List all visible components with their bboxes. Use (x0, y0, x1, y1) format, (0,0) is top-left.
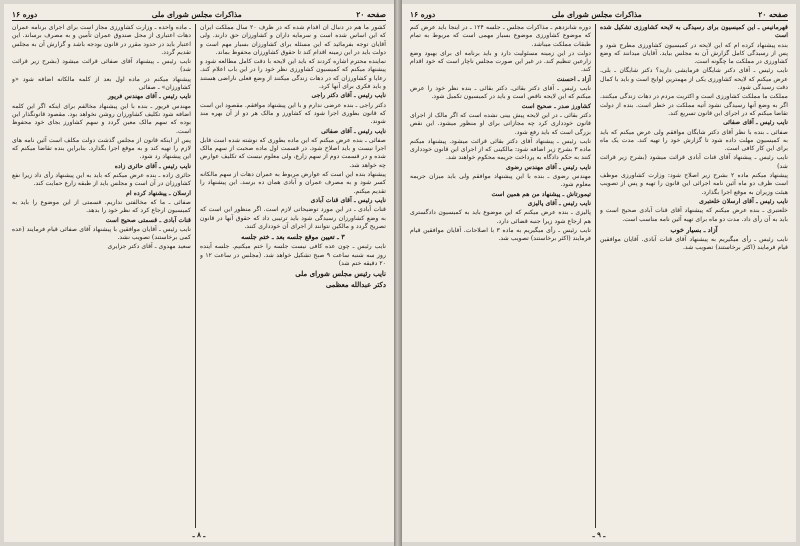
paragraph: دکتر راجی ـ بنده عرضی ندارم و با این پیشنهاد موافقم. مقصود این است که قانون بطوری اجرا شود که کشاورز و مالک هر دو از آن بهره مند شوند. (200, 101, 386, 126)
left-page-left-column (12, 24, 191, 528)
paragraph: مهندس فریور ـ بنده با این پیشنهاد مخالفم برای اینکه اگر این کلمه اضافه شود تکلیف کشاورزان روشن نخواهد بود. مقصود قانونگذار این بوده که سهم مالک معین گردد و سهم کشاورز بجای خود محفوظ است. (12, 102, 191, 135)
paragraph: ـ ماده واحده ـ وزارت کشاورزی مجاز است برای اجرای برنامه عمران دهات اعتباری از محل صندوق عمران تأمین و به مصرف برساند. این اعتبار باید در حدود مقرر در قانون بودجه باشد و گزارش آن به مجلس تقدیم گردد. (12, 24, 191, 56)
paragraph: پیشنهاد میکنم ماده ۲ بشرح زیر اصلاح شود: وزارت کشاورزی موظف است ظرف دو ماه آئین نامه اجرائی این قانون را تهیه و پس از تصویب هیئت وزیران به موقع اجرا بگذارد. (600, 172, 788, 196)
left-page-title: مذاکرات مجلس شورای ملی (151, 10, 242, 19)
left-page-columns (12, 24, 386, 528)
paragraph: دولت در این زمینه مسئولیت دارد و باید برنامه ای برای بهبود وضع زارعین تنظیم کند. در غیر این صورت مجلس ناچار است که خود اقدام کند. (410, 49, 591, 74)
speaker-line: آزاد ـ احسنت (556, 75, 591, 83)
column-divider (195, 24, 196, 528)
right-page-label: صفحه ۲۰ (758, 10, 788, 19)
left-page-number: ـ ۸ ـ (192, 530, 206, 539)
paragraph: پیشنهاد بنده این است که عوارض مربوط به عمران دهات از سهم مالکانه کسر شود و به مصرف عمران و آبادی همان ده برسد. این پیشنهاد را تقدیم میکنم. (200, 171, 386, 195)
paragraph: نایب رئیس ـ آقای دکتر بقائی. دکتر بقائی ـ بنده نظر خود را عرض میکنم که این لایحه ناقص است و باید در کمیسیون تکمیل شود. (410, 85, 591, 101)
right-page-header (410, 9, 788, 21)
right-page (402, 4, 796, 542)
left-page-header (12, 9, 386, 21)
speaker-line: نایب رئیس ـ آقای پالیزی (527, 199, 591, 207)
section-heading: آزاد ـ بسیار خوب (670, 225, 718, 234)
speaker-line: نایب رئیس ـ آقای ارسلان خلعتبری (699, 197, 788, 205)
speaker-line: نایب رئیس ـ آقای مهندس رضوی (506, 163, 591, 171)
signature-line: نایب رئیس مجلس شورای ملی (295, 269, 386, 279)
paragraph: نماینده محترم اشاره کردند که باید این لایحه با دقت کامل مطالعه شود و پیشنهاد میکنم که کمیسیون کشاورزی نظر خود را در این باب اعلام کند. رعایا و کشاورزان که در دهات زندگی میکنند از وضع فعلی ناراضی هستند و باید فکری برای آنها کرد. (200, 58, 386, 91)
left-page-right-column (200, 24, 386, 528)
paragraph: نایب رئیس ـ پیشنهاد آقای قنات آبادی قرائت میشود (بشرح زیر قرائت شد) (600, 154, 788, 170)
paragraph: نایب رئیس ـ چون عده کافی نیست جلسه را ختم میکنیم. جلسه آینده روز سه شنبه ساعت ۹ صبح تشکیل خواهد شد. (مجلس در ساعت ۱۲ و ۲۰ دقیقه ختم شد) (200, 243, 386, 268)
speaker-line: کشاورز صدر ـ صحیح است (521, 102, 591, 110)
speaker-line: تیمورتاش ـ پیشنهاد من هم همین است (491, 190, 591, 198)
paragraph: قنات آبادی ـ در این مورد توضیحاتی لازم است. اگر منظور این است که به وضع کشاورزان رسیدگی شود باید ترتیبی داد که حقوق آنها در قانون تصریح گردد و مالکین نتوانند از اجرای آن خودداری کنند. (200, 206, 386, 230)
speaker-line: نایب رئیس ـ آقای صفائی (723, 119, 788, 127)
right-page-right-column (600, 24, 788, 528)
right-page-title: مذاکرات مجلس شورای ملی (551, 10, 642, 19)
paragraph: نایب رئیس ـ پیشنهاد آقای صفائی قرائت میشود (بشرح زیر قرائت شد) (12, 58, 191, 74)
section-heading: ۳ ـ تعیین موقع جلسه بعد ـ ختم جلسه (241, 233, 345, 242)
paragraph: مهندس رضوی ـ بنده با این پیشنهاد موافقم ولی باید میزان جریمه معلوم شود. (410, 173, 591, 189)
paragraph: نایب رئیس ـ آقایان موافقین با پیشنهاد آقای صفائی قیام فرمایند (عده کمی برخاستند) تصویب نشد. (12, 225, 191, 242)
speaker-line: نایب رئیس ـ آقای صفائی (321, 127, 386, 135)
paragraph: سعید مهدوی ـ آقای دکتر جزایری (107, 243, 191, 251)
right-page-number: ـ ۹ ـ (592, 530, 606, 539)
paragraph: خلعتبری ـ بنده عرض میکنم که پیشنهاد آقای قنات آبادی صحیح است و باید به آن رأی داد. مدت دو ماه برای تهیه آئین نامه مناسب است. (600, 207, 788, 223)
right-page-columns (410, 24, 788, 528)
right-page-session: دوره ۱۶ (410, 10, 436, 19)
paragraph: دکتر بقائی ـ در این لایحه پیش بینی نشده است که اگر مالک از اجرای قانون خودداری کرد چه مجازاتی برای او منظور میشود. این نقص بزرگی است که باید رفع شود. (410, 111, 591, 136)
speaker-line: نایب رئیس ـ آقای مهندس فریور (108, 93, 191, 101)
paragraph: پالیزی ـ بنده عرض میکنم که این موضوع باید به کمیسیون دادگستری هم ارجاع شود زیرا جنبه قضائی دارد. (410, 209, 591, 225)
paragraph: پس از اینکه قانون از مجلس گذشت دولت مکلف است آئین نامه های لازم را تهیه کند و به موقع اجرا بگذارد. بنابراین بنده تقاضا میکنم که این پیشنهاد رد شود. (12, 136, 191, 161)
speaker-line: ارسلان ـ پیشنهاد کرده ام (126, 189, 191, 197)
paragraph: صفائی ـ ما که مخالفتی نداریم. قسمتی از این موضوع را باید به کمیسیون ارجاع کرد که نظر خود را بدهد. (12, 198, 191, 215)
paragraph: پیشنهاد میکنم در ماده اول بعد از کلمه مالکانه اضافه شود «و کشاورزان» ـ صفائی (12, 75, 191, 92)
paragraph: مملکت ما مملکت کشاورزی است و اکثریت مردم در دهات زندگی میکنند. اگر به وضع آنها رسیدگی نشود آتیه مملکت در خطر است. بنده از دولت تقاضا میکنم که در اجرای این قانون تسریع کند. (600, 93, 788, 117)
paragraph: حائری زاده ـ بنده عرض میکنم که باید به این پیشنهاد رأی داد زیرا نفع کشاورزان در آن است و مجلس باید از طبقه زارع حمایت کند. (12, 172, 191, 188)
paragraph: بنده پیشنهاد کرده ام که این لایحه در کمیسیون کشاورزی مطرح شود و پس از رسیدگی کامل گزارش آن به مجلس بیاید. آقایان میدانند که وضع کشاورزی در مملکت ما چگونه است. (600, 41, 788, 66)
paragraph: دوره شانزدهم ـ مذاکرات مجلس ـ جلسه ۱۲۴ ـ در اینجا باید عرض کنم که موضوع کشاورزی موضوع بسیار مهمی است که مربوط به تمام طبقات مملکت میباشد. (410, 24, 591, 48)
paragraph: نایب رئیس ـ آقای دکتر شایگان فرمایشی دارید؟ دکتر شایگان ـ بلی. عرض میکنم که لایحه کشاورزی یکی از مهمترین لوایح است و باید با کمال دقت رسیدگی شود. (600, 67, 788, 92)
right-page-left-column (410, 24, 591, 528)
paragraph: کشور ما هم در دنبال آن اقدام شده که در ظرف ۲۰ سال مملکت ایران که این اساس شده است و سرمایه داران و کشاورزان حق دارند. ولی آقایان توجه بفرمائید که این مسئله برای کشاورزان بسیار مهم است و دولت باید در این زمینه اقدام کند تا حقوق کشاورزان محفوظ بماند. (200, 24, 386, 56)
signature-line: دکتر عبدالله معظمی (325, 279, 386, 289)
paragraph: صفائی ـ بنده عرض میکنم که این ماده بطوری که نوشته شده است قابل اجرا نیست و باید اصلاح شود. در قسمت اول ماده صحبت از سهم مالک شده و در قسمت دوم از سهم زارع، ولی معلوم نیست که تکلیف عوارض چه خواهد شد. (200, 136, 386, 169)
left-page (4, 4, 394, 542)
speaker-line: قهرمانیس ـ این کمیسیون برای رسیدگی به لایحه کشاورزی تشکیل شده است (600, 24, 788, 40)
left-page-session: دوره ۱۶ (12, 10, 38, 19)
paragraph: نایب رئیس ـ پیشنهاد آقای دکتر بقائی قرائت میشود. پیشنهاد میکنم ماده ۳ بشرح زیر اضافه شود: مالکینی که از اجرای این قانون خودداری کنند به حکم دادگاه به پرداخت جریمه محکوم خواهند شد. (410, 137, 591, 162)
speaker-line: نایب رئیس ـ آقای دکتر راجی (311, 92, 386, 100)
left-page-label: صفحه ۲۰ (356, 10, 386, 19)
column-divider (595, 24, 596, 528)
speaker-line: نایب رئیس ـ آقای حائری زاده (114, 162, 191, 170)
paragraph: نایب رئیس ـ رأی میگیریم به ماده ۳ با اصلاحات. آقایان موافقین قیام فرمایند (اکثر برخاستند) تصویب شد. (410, 226, 591, 243)
book-gutter (394, 0, 402, 546)
speaker-line: قنات آبادی ـ قسمتی صحیح است (105, 216, 191, 224)
paragraph: نایب رئیس ـ رأی میگیریم به پیشنهاد آقای قنات آبادی. آقایان موافقین قیام فرمایند (اکثر برخاستند) تصویب شد. (600, 236, 788, 252)
paragraph: صفائی ـ بنده با نظر آقای دکتر شایگان موافقم ولی عرض میکنم که باید به کمیسیون مهلت داده شود تا گزارش خود را تهیه کند. مدت یک ماه برای این کار کافی است. (600, 128, 788, 153)
speaker-line: نایب رئیس ـ آقای قنات آبادی (310, 196, 386, 204)
